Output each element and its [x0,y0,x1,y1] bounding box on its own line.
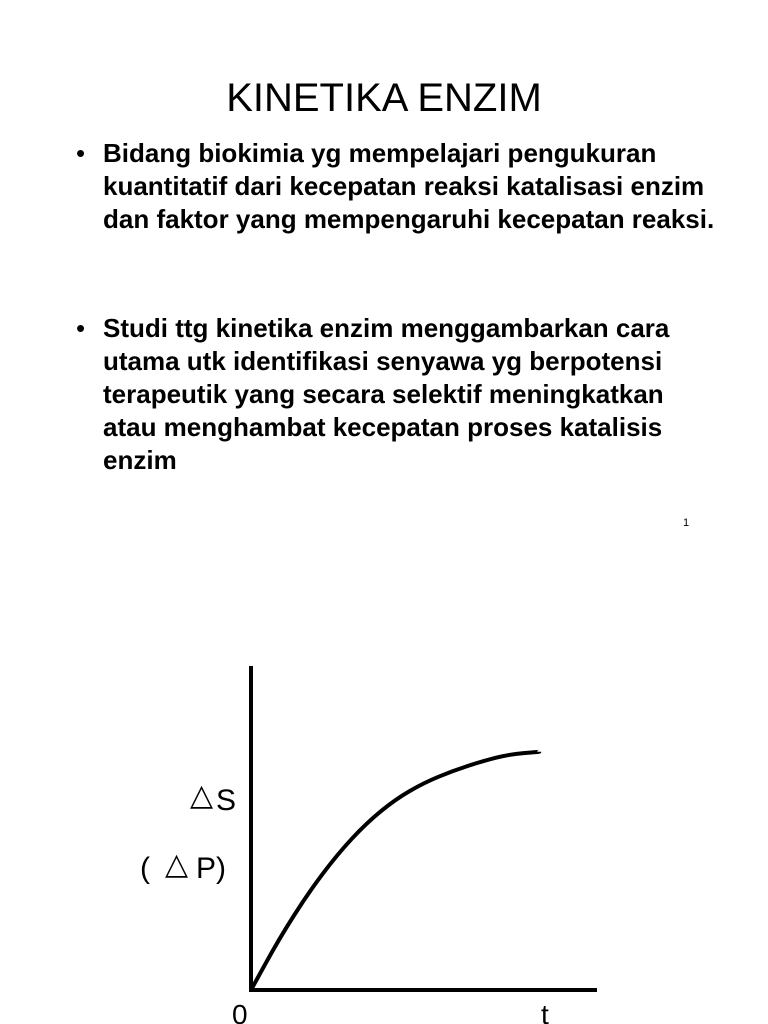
bullet-item [76,137,716,236]
bullet-text: Studi ttg kinetika enzim menggambarkan cara utama utk identifikasi senyawa yg berpotensi terapeutik yang secara selektif meningkatkan atau menghambat kecepatan proses katalisis enzim [103,313,670,475]
bullet-marker: • [76,313,86,343]
ylabel-symbol-2: △ [165,848,189,881]
page-number: 1 [683,517,690,529]
x-tick-label: t [541,999,549,1024]
x-tick-label: 0 [232,999,248,1024]
ylabel-line-2: P) [196,852,226,885]
ylabel-symbol: △ [190,779,214,812]
series-line [251,752,539,990]
ylabel-paren-open: ( [140,852,150,885]
chart [0,600,768,1024]
bullet-text: Bidang biokimia yg mempelajari pengukuran kuantitatif dari kecepatan reaksi katalisasi enzim dan faktor yang mempengaruhi kecepatan reaksi. [103,138,715,234]
bullet-marker: • [76,138,86,168]
bullet-item [76,312,716,477]
ylabel-line-1: S [216,784,237,817]
page-title: KINETIKA ENZIM [226,76,542,120]
